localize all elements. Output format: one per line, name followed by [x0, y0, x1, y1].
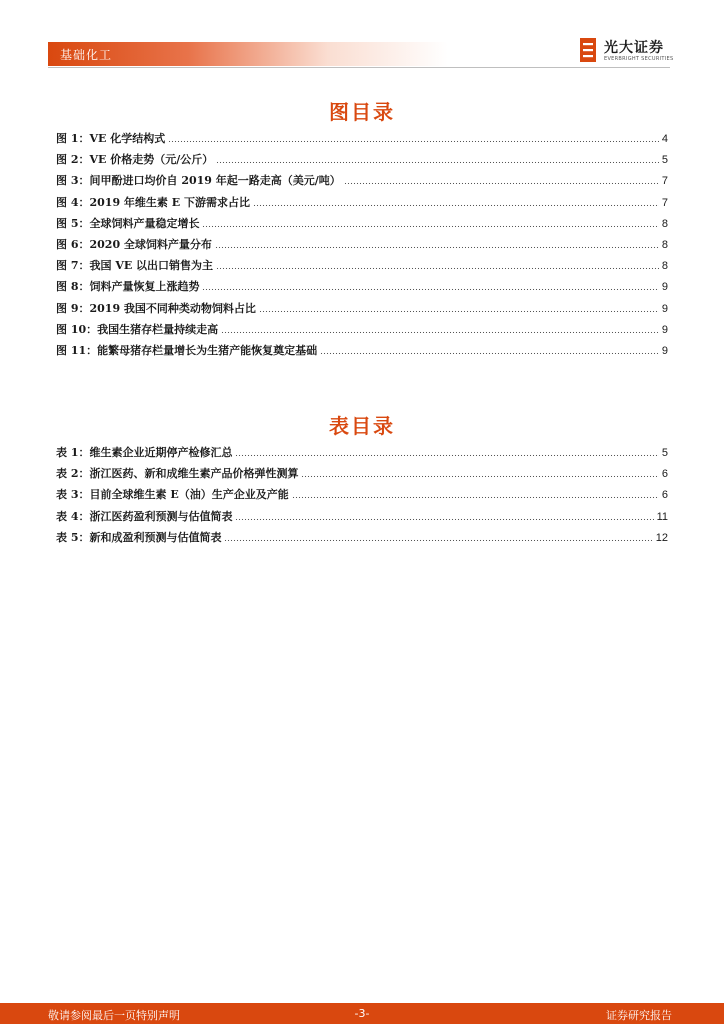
toc-entry-page: 12: [655, 531, 668, 544]
toc-entry-label: 图 2：: [56, 153, 90, 167]
toc-entry-label: 图 11：: [56, 343, 98, 357]
toc-dot-leader: [202, 280, 658, 290]
logo-text-en: EVERBRIGHT SECURITIES: [604, 56, 674, 62]
toc-entry-title: 能繁母猪存栏量增长为生猪产能恢复奠定基础: [97, 343, 318, 357]
toc-dot-leader: [221, 323, 659, 333]
toc-entry-page: 9: [661, 344, 668, 357]
toc-entry-title: 2019 我国不同种类动物饲料占比: [89, 301, 256, 315]
toc-entry-page: 9: [661, 323, 668, 336]
toc-entry-page: 6: [661, 489, 668, 502]
toc-entry-page: 9: [661, 281, 668, 294]
toc-dot-leader: [259, 302, 659, 312]
toc-entry-title: 我国 VE 以出口销售为主: [89, 259, 214, 273]
toc-entry-page: 7: [661, 175, 668, 188]
header-section-band: [48, 42, 448, 66]
toc-entry-title: 2019 年维生素 E 下游需求占比: [89, 195, 250, 209]
toc-entry-label: 图 4：: [56, 195, 90, 209]
toc-entry-title: 维生素企业近期停产检修汇总: [89, 446, 233, 459]
figure-toc-entry[interactable]: [56, 300, 668, 321]
toc-entry-label: 图 9：: [56, 301, 90, 315]
toc-entry-title: 新和成盈利预测与估值简表: [89, 530, 222, 544]
toc-entry-label: 图 8：: [56, 280, 90, 294]
toc-entry-page: 9: [661, 302, 668, 315]
toc-entry-title: 饲料产量恢复上涨趋势: [89, 280, 200, 294]
toc-entry-page: 8: [661, 260, 668, 273]
toc-entry-page: 11: [656, 510, 668, 523]
figure-toc-entry[interactable]: [56, 278, 668, 299]
footer-disclaimer: 敬请参阅最后一页特别声明: [48, 1009, 180, 1022]
toc-dot-leader: [344, 174, 659, 184]
page-number: -3-: [354, 1007, 370, 1020]
toc-entry-page: 6: [661, 468, 668, 481]
figure-toc-entry[interactable]: [56, 236, 668, 257]
figure-toc-entry[interactable]: [56, 151, 668, 172]
figure-toc-entry[interactable]: [56, 257, 668, 278]
toc-entry-title: 浙江医药、新和成维生素产品价格弹性测算: [89, 467, 299, 481]
toc-dot-leader: [320, 344, 659, 354]
toc-entry-page: 7: [661, 196, 668, 209]
toc-entry-label: 图 5：: [56, 216, 90, 230]
toc-dot-leader: [215, 238, 659, 248]
toc-dot-leader: [235, 510, 653, 520]
toc-dot-leader: [224, 531, 652, 541]
toc-entry-title: 我国生猪存栏量持续走高: [97, 322, 219, 336]
toc-entry-title: 全球饲料产量稳定增长: [89, 216, 200, 230]
table-toc-entry[interactable]: [56, 529, 668, 550]
footer: [0, 1003, 724, 1024]
toc-entry-title: 间甲酚进口均价自 2019 年起一路走高（美元/吨）: [89, 174, 341, 188]
logo-mark-icon: [580, 38, 596, 62]
footer-report-type: 证券研究报告: [606, 1009, 672, 1022]
table-toc-entry[interactable]: [56, 486, 668, 507]
toc-entry-label: 表 2：: [56, 467, 90, 481]
toc-entry-title: 2020 全球饲料产量分布: [89, 237, 212, 251]
toc-dot-leader: [202, 217, 658, 227]
toc-dot-leader: [301, 467, 658, 477]
toc-entry-title: 目前全球维生素 E（油）生产企业及产能: [89, 488, 289, 502]
toc-entry-page: 8: [661, 217, 668, 230]
toc-entry-page: 5: [661, 447, 668, 459]
toc-entry-label: 图 3：: [56, 174, 90, 188]
figure-list: [56, 130, 668, 363]
figure-toc-entry[interactable]: [56, 321, 668, 342]
table-list-title: 表目录: [329, 414, 395, 438]
logo-text-cn: 光大证券: [604, 40, 664, 56]
figure-list-title: 图目录: [329, 100, 395, 124]
toc-entry-label: 表 3：: [56, 488, 90, 502]
header-section-label: 基础化工: [60, 48, 113, 62]
table-toc-entry[interactable]: [56, 444, 668, 465]
figure-toc-entry[interactable]: [56, 342, 668, 363]
figure-toc-entry[interactable]: [56, 172, 668, 193]
toc-entry-label: 图 7：: [56, 259, 90, 273]
toc-entry-title: VE 价格走势（元/公斤）: [89, 153, 214, 167]
toc-entry-title: VE 化学结构式: [89, 132, 166, 145]
company-logo: [580, 36, 672, 66]
toc-entry-page: 5: [661, 154, 668, 167]
table-toc-entry[interactable]: [56, 465, 668, 486]
header-divider: [48, 67, 670, 68]
toc-dot-leader: [292, 488, 659, 498]
toc-entry-label: 表 4：: [56, 509, 90, 523]
toc-dot-leader: [168, 132, 659, 142]
toc-entry-page: 8: [661, 238, 668, 251]
table-list: [56, 444, 668, 550]
figure-toc-entry[interactable]: [56, 215, 668, 236]
table-toc-entry[interactable]: [56, 508, 668, 529]
toc-entry-label: 表 1：: [56, 446, 90, 459]
toc-dot-leader: [253, 196, 659, 206]
figure-toc-entry[interactable]: [56, 194, 668, 215]
toc-dot-leader: [216, 259, 659, 269]
toc-entry-label: 表 5：: [56, 530, 90, 544]
toc-entry-label: 图 1：: [56, 132, 90, 145]
toc-entry-label: 图 6：: [56, 237, 90, 251]
figure-toc-entry[interactable]: [56, 130, 668, 151]
toc-dot-leader: [216, 153, 659, 163]
toc-entry-label: 图 10：: [56, 322, 98, 336]
toc-entry-title: 浙江医药盈利预测与估值简表: [89, 509, 233, 523]
toc-dot-leader: [235, 446, 658, 456]
toc-entry-page: 4: [661, 133, 668, 145]
